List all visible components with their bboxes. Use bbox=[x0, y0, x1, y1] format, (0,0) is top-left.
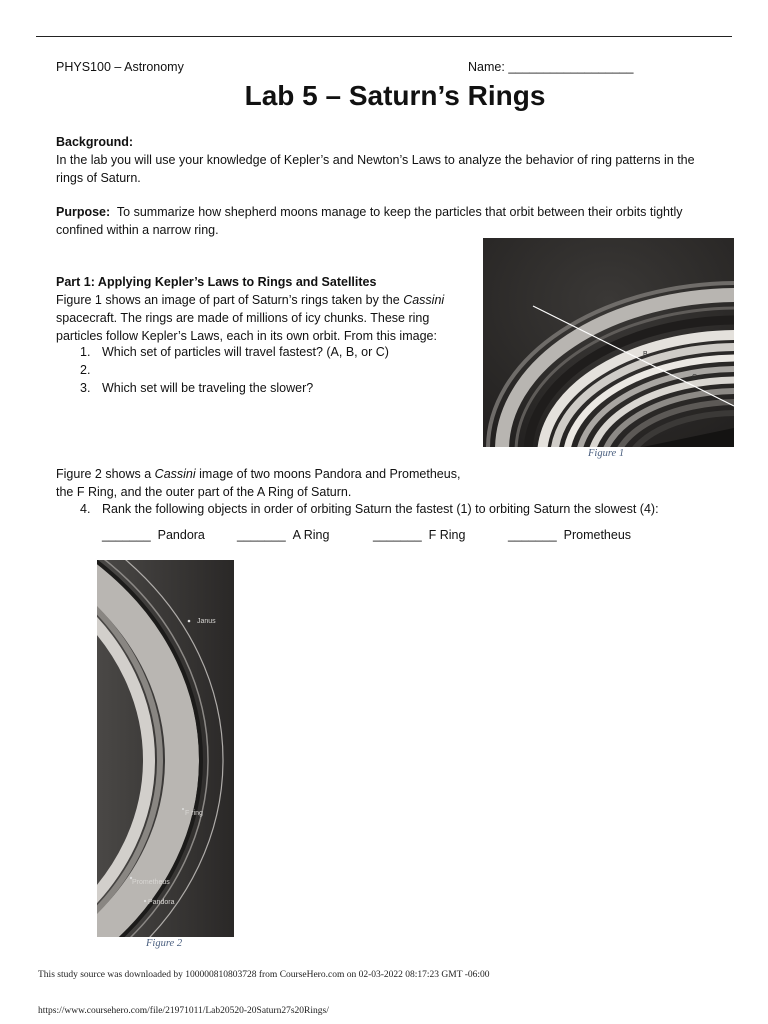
background-text: In the lab you will use your knowledge of Kepler’s and Newton’s Laws to analyze the behavior of ring patterns in the rings of Saturn. bbox=[56, 153, 695, 185]
ranking-label: F Ring bbox=[428, 528, 466, 542]
part1-intro-b: spacecraft. The rings are made of millions of icy chunks. These ring particles follow Kepler’s Laws, each in its own orbit. From this image: bbox=[56, 311, 437, 343]
purpose-label: Purpose: bbox=[56, 205, 111, 219]
ranking-blank: _______ bbox=[102, 528, 151, 542]
purpose-text: To summarize how shepherd moons manage to keep the particles that orbit between their orbits tightly confined within a narrow ring. bbox=[56, 205, 683, 237]
figure-2-label-janus: Janus bbox=[197, 618, 216, 625]
ranking-label: A Ring bbox=[292, 528, 330, 542]
part1-questions bbox=[80, 343, 460, 397]
question-number: 2. bbox=[80, 363, 91, 377]
ranking-item-pandora bbox=[102, 526, 205, 544]
figure-2-rings-graphic bbox=[97, 560, 234, 937]
name-line: __________________ bbox=[508, 60, 634, 74]
figure2-intro-line2: the F Ring, and the outer part of the A Ring of Saturn. bbox=[56, 485, 352, 499]
ranking-item-a-ring bbox=[237, 526, 329, 544]
name-field bbox=[468, 58, 633, 76]
question-4 bbox=[80, 500, 740, 518]
figure-1-label-a: A bbox=[557, 310, 562, 317]
question-3 bbox=[80, 379, 460, 397]
ranking-label: Pandora bbox=[157, 528, 205, 542]
page-title: Lab 5 – Saturn’s Rings bbox=[244, 80, 546, 111]
figure-1-label-c: C bbox=[692, 374, 698, 381]
figure-1-image bbox=[483, 238, 734, 447]
figure2-intro bbox=[56, 465, 656, 501]
question-text: Rank the following objects in order of orbiting Saturn the fastest (1) to orbiting Saturn the slowest (4): bbox=[102, 502, 659, 516]
ranking-label: Prometheus bbox=[563, 528, 632, 542]
purpose-paragraph bbox=[56, 203, 716, 239]
figure-2-image bbox=[97, 560, 234, 937]
part1-intro-cassini: Cassini bbox=[403, 293, 445, 307]
figure-2-label-pandora: Pandora bbox=[148, 899, 175, 906]
question-number: 3. bbox=[80, 381, 91, 395]
part1-heading: Part 1: Applying Kepler’s Laws to Rings and Satellites bbox=[56, 275, 377, 289]
figure-1-rings-graphic bbox=[483, 238, 734, 447]
part1-intro bbox=[56, 291, 452, 345]
course-label: PHYS100 – Astronomy bbox=[56, 60, 184, 74]
footer-source: This study source was downloaded by 100000810803728 from CourseHero.com on 02-03-2022 08:17:23 GMT -06:00 bbox=[38, 970, 490, 980]
ranking-item-prometheus bbox=[508, 526, 631, 544]
figure-2-label-prometheus: Prometheus bbox=[132, 879, 170, 886]
question-1 bbox=[80, 343, 460, 361]
question-text: Which set of particles will travel fastest? (A, B, or C) bbox=[102, 345, 389, 359]
top-rule bbox=[36, 36, 732, 37]
question-2 bbox=[80, 361, 460, 379]
figure-1-label-b: B bbox=[643, 351, 648, 358]
part1-intro-a: Figure 1 shows an image of part of Saturn’s rings taken by the bbox=[56, 293, 400, 307]
figure-1-caption: Figure 1 bbox=[588, 448, 625, 459]
figure2-intro-b: image of two moons Pandora and Prometheus, bbox=[199, 467, 461, 481]
ranking-blank: _______ bbox=[373, 528, 422, 542]
footer-url[interactable]: https://www.coursehero.com/file/21971011/Lab20520-20Saturn27s20Rings/ bbox=[38, 1006, 329, 1016]
figure2-intro-a: Figure 2 shows a bbox=[56, 467, 152, 481]
name-label: Name: bbox=[468, 60, 505, 74]
ranking-item-f-ring bbox=[373, 526, 465, 544]
question-number: 4. bbox=[80, 502, 91, 516]
ranking-blank: _______ bbox=[237, 528, 286, 542]
ranking-blank: _______ bbox=[508, 528, 557, 542]
background-heading: Background: bbox=[56, 135, 134, 149]
figure-2-caption: Figure 2 bbox=[146, 938, 183, 949]
figure-2-label-f-ring: F ring bbox=[185, 810, 203, 817]
question-text: Which set will be traveling the slower? bbox=[102, 381, 314, 395]
question-number: 1. bbox=[80, 345, 91, 359]
figure2-intro-cassini: Cassini bbox=[154, 467, 196, 481]
